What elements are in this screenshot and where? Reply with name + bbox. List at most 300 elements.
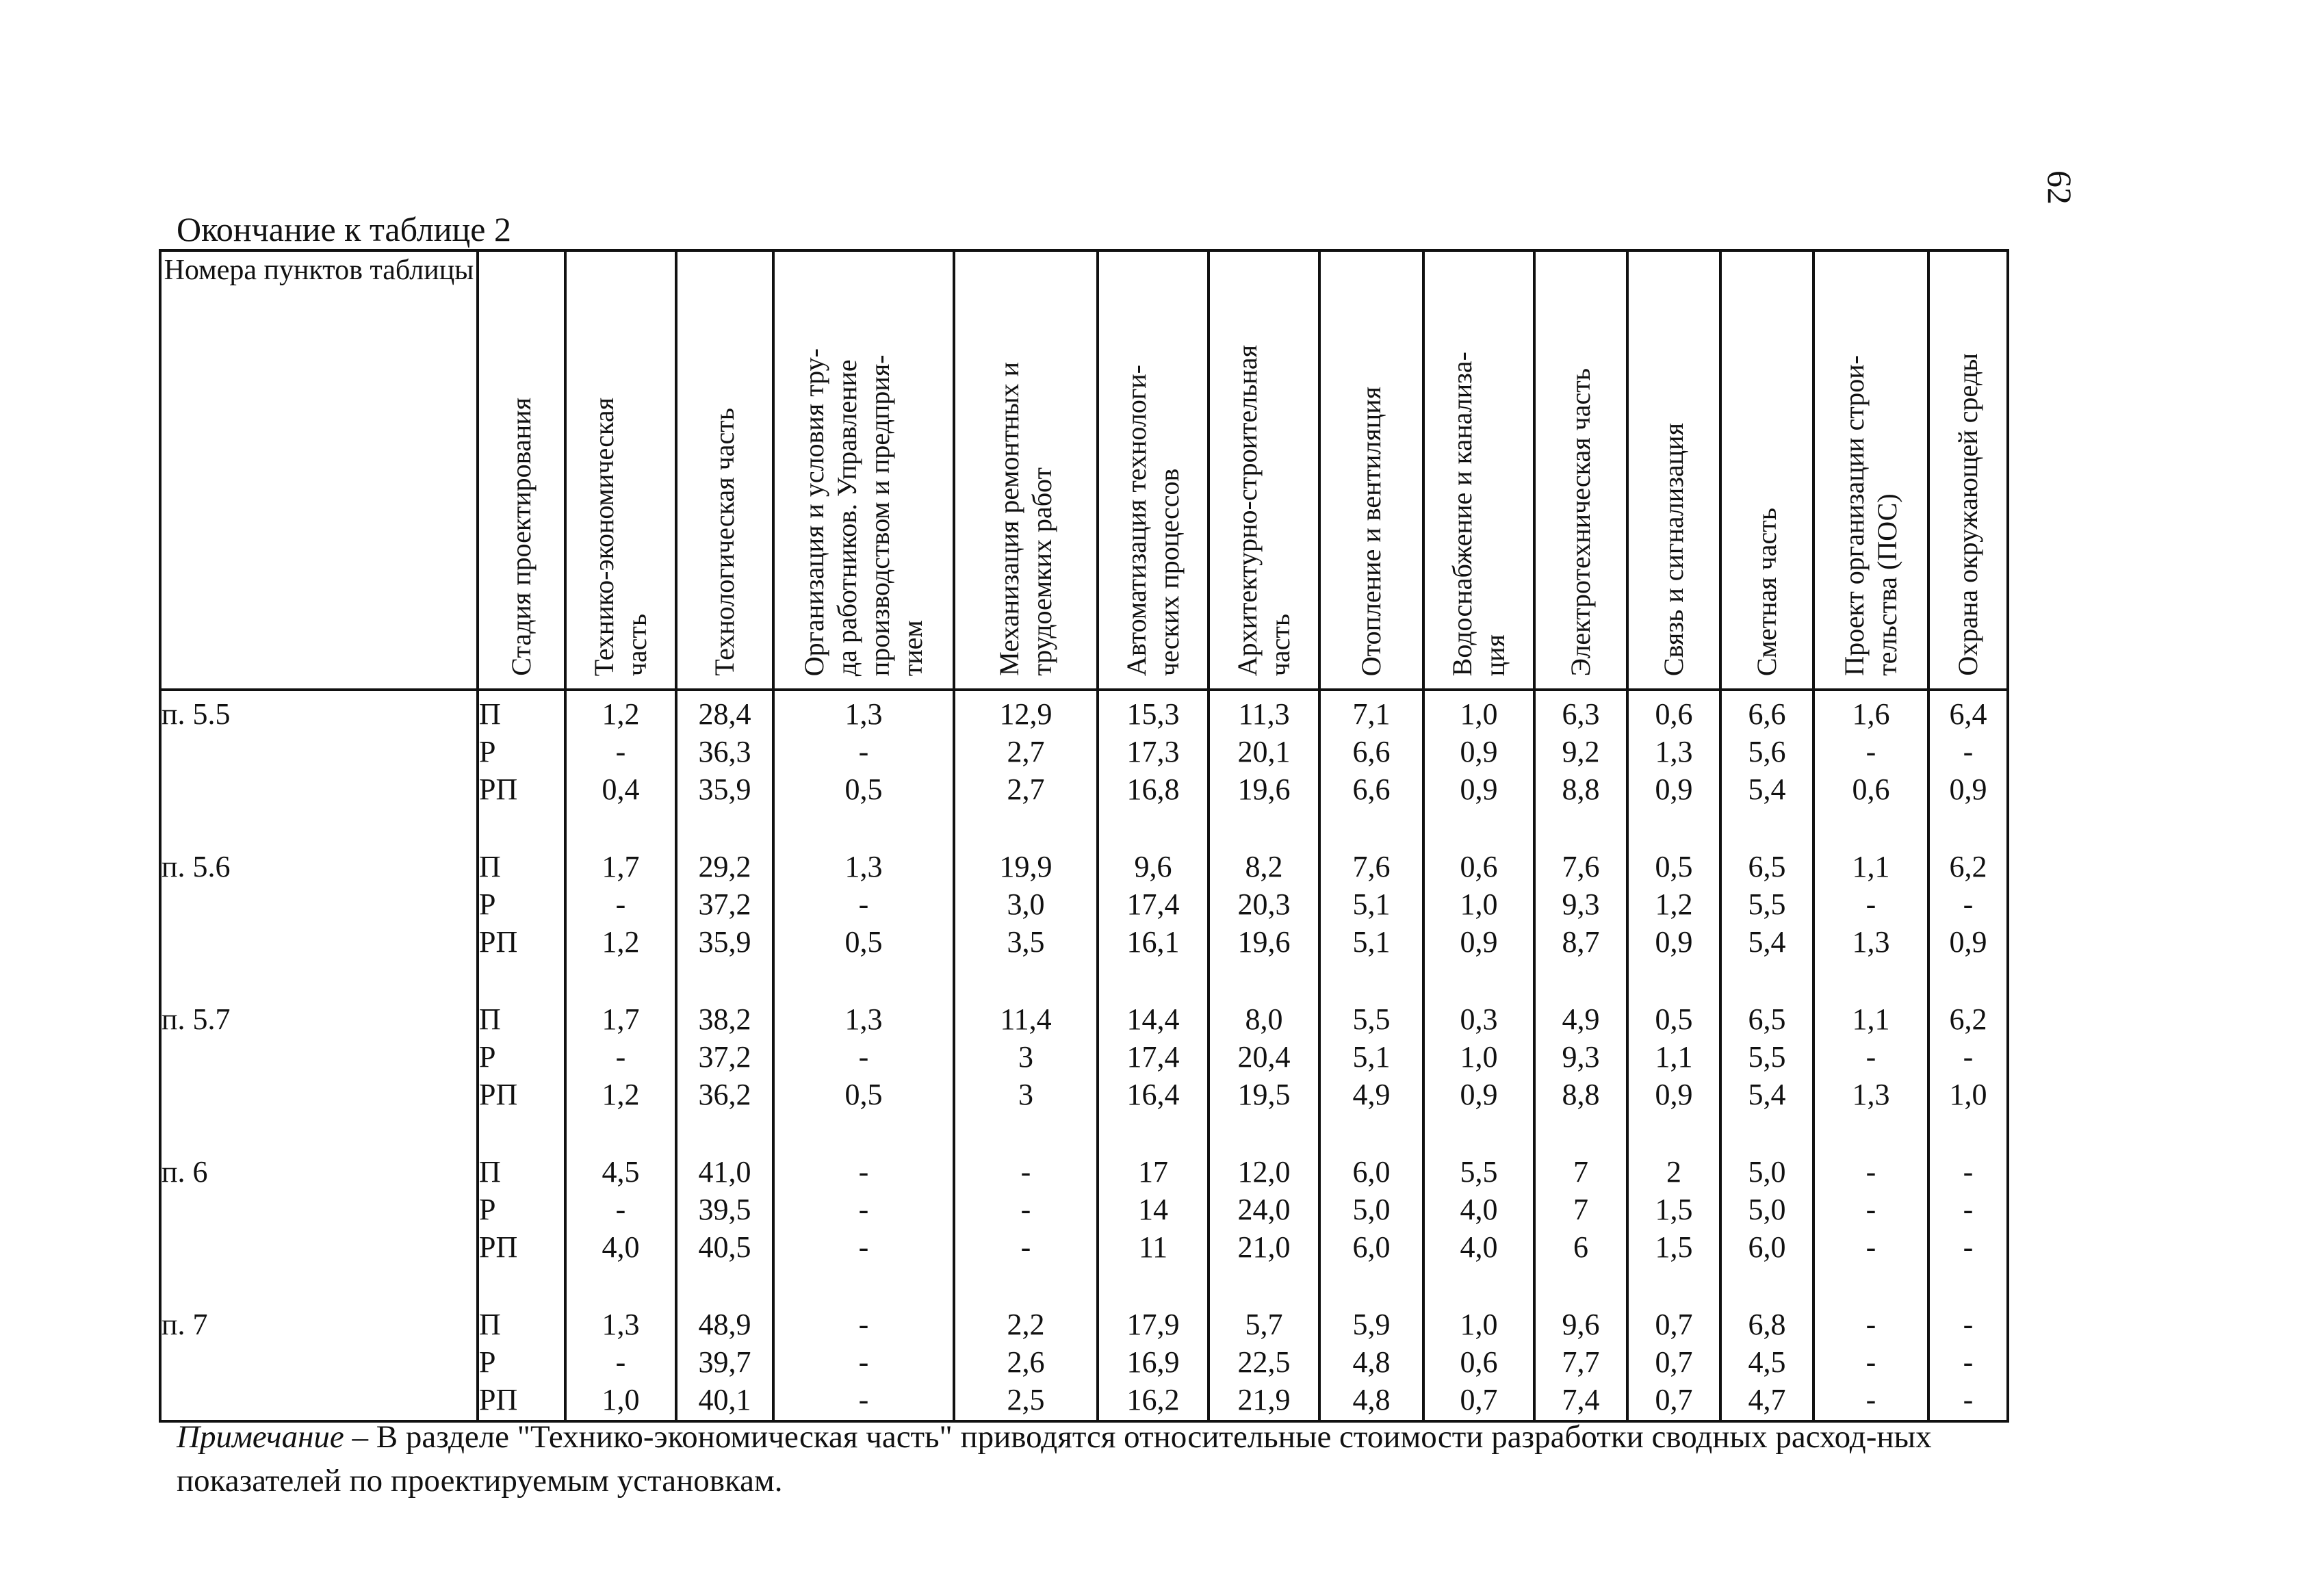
row-label-text: п. 6 (162, 1155, 208, 1189)
cell-value: 2,6 (1007, 1345, 1045, 1379)
cell-value: - (1020, 1193, 1031, 1226)
cell-value: 6,2 (1949, 1002, 1987, 1036)
cell-value: 3,5 (1007, 925, 1045, 959)
value-cell (1627, 690, 1720, 844)
cell-value: 3,0 (1007, 888, 1045, 921)
stage-value: П (479, 1155, 501, 1189)
cell-value: 9,6 (1134, 850, 1172, 883)
cell-value: 7,6 (1352, 850, 1391, 883)
cell-value: - (1963, 1040, 1974, 1074)
cell-value: 22,5 (1237, 1345, 1291, 1379)
cell-value: - (1865, 1345, 1876, 1379)
cell-value: 6,0 (1352, 1230, 1391, 1264)
stage-value: Р (479, 1193, 496, 1226)
cell-value: 39,7 (698, 1345, 751, 1379)
cell-value: 1,0 (1949, 1078, 1987, 1111)
value-cell (1720, 1301, 1813, 1421)
cell-value: 7 (1573, 1155, 1588, 1189)
value-cell (1319, 1149, 1423, 1301)
cell-value: 9,3 (1562, 1040, 1600, 1074)
cell-value: 17 (1138, 1155, 1168, 1189)
row-label-text: п. 7 (162, 1308, 208, 1341)
value-cell (565, 1149, 676, 1301)
cell-value: 1,0 (1460, 1040, 1498, 1074)
cell-value: - (1865, 735, 1876, 768)
value-cell (1423, 1149, 1534, 1301)
column-header-label: Автоматизация технологи- ческих процессов (1121, 364, 1185, 676)
cell-value: 2,2 (1007, 1308, 1045, 1341)
value-cell (1928, 1149, 2008, 1301)
column-header (1720, 250, 1813, 690)
column-header-label: Технологическая часть (709, 408, 740, 676)
value-cell (773, 1149, 954, 1301)
cell-value: 0,7 (1655, 1308, 1693, 1341)
value-cell (1627, 844, 1720, 996)
cell-value: 1,2 (1655, 888, 1693, 921)
column-header-label: Сметная часть (1751, 507, 1782, 676)
cell-value: 5,7 (1245, 1308, 1283, 1341)
cell-value: 5,5 (1748, 1040, 1786, 1074)
cell-value: - (1963, 1383, 1974, 1416)
cell-value: 1,2 (602, 925, 640, 959)
cell-value: 5,0 (1748, 1155, 1786, 1189)
cell-value: 0,6 (1852, 773, 1890, 806)
column-header (1627, 250, 1720, 690)
cell-value: 0,9 (1655, 1078, 1693, 1111)
value-cell (1928, 844, 2008, 996)
cell-value: - (858, 735, 869, 768)
stage-cell (478, 1301, 565, 1421)
cell-value: 4,0 (1460, 1230, 1498, 1264)
cell-value: 0,5 (1655, 850, 1693, 883)
cell-value: - (1865, 1193, 1876, 1226)
cell-value: 15,3 (1126, 697, 1180, 731)
cell-value: 9,3 (1562, 888, 1600, 921)
cell-value: - (615, 1193, 626, 1226)
stage-value: П (479, 1308, 501, 1341)
cell-value: 0,7 (1655, 1345, 1693, 1379)
row-label (160, 844, 478, 996)
cell-value: 1,1 (1852, 1002, 1890, 1036)
column-header (676, 250, 773, 690)
cell-value: - (858, 1155, 869, 1189)
cell-value: 0,5 (844, 925, 883, 959)
cell-value: 16,4 (1126, 1078, 1180, 1111)
cost-distribution-table (159, 249, 2009, 1423)
value-cell (1209, 844, 1319, 996)
stage-cell (478, 844, 565, 996)
cell-value: 1,3 (602, 1308, 640, 1341)
stage-cell (478, 996, 565, 1149)
cell-value: - (615, 1345, 626, 1379)
column-header (1423, 250, 1534, 690)
cell-value: 6,3 (1562, 697, 1600, 731)
column-header (1319, 250, 1423, 690)
value-cell (954, 1149, 1098, 1301)
cell-value: 0,5 (844, 773, 883, 806)
cell-value: 4,5 (1748, 1345, 1786, 1379)
value-cell (773, 844, 954, 996)
cell-value: 4,0 (1460, 1193, 1498, 1226)
cell-value: 12,0 (1237, 1155, 1291, 1189)
stage-value: РП (479, 1230, 518, 1264)
value-cell (773, 1301, 954, 1421)
cell-value: 6,4 (1949, 697, 1987, 731)
cell-value: 5,5 (1748, 888, 1786, 921)
cell-value: 37,2 (698, 888, 751, 921)
cell-value: - (1963, 1155, 1974, 1189)
cell-value: 6,2 (1949, 850, 1987, 883)
cell-value: 16,2 (1126, 1383, 1180, 1416)
value-cell (1209, 1149, 1319, 1301)
value-cell (676, 844, 773, 996)
cell-value: 20,1 (1237, 735, 1291, 768)
cell-value: 19,6 (1237, 773, 1291, 806)
cell-value: 6,6 (1352, 735, 1391, 768)
cell-value: 7,4 (1562, 1383, 1600, 1416)
value-cell (1813, 1301, 1928, 1421)
cell-value: - (1963, 1308, 1974, 1341)
cell-value: 1,0 (1460, 1308, 1498, 1341)
column-header-label: Связь и сигнализация (1658, 422, 1689, 676)
cell-value: 5,0 (1748, 1193, 1786, 1226)
stage-value: Р (479, 888, 496, 921)
cell-value: - (1963, 888, 1974, 921)
column-header-label: Проект организации строи- тельства (ПОС) (1839, 355, 1902, 676)
cell-value: 5,6 (1748, 735, 1786, 768)
cell-value: 5,4 (1748, 773, 1786, 806)
header-row (160, 250, 2008, 690)
cell-value: 0,9 (1949, 773, 1987, 806)
cell-value: 0,7 (1655, 1383, 1693, 1416)
cell-value: - (858, 1345, 869, 1379)
cell-value: 35,9 (698, 925, 751, 959)
table-caption: Окончание к таблице 2 (177, 210, 511, 248)
value-cell (1098, 690, 1209, 844)
cell-value: 8,0 (1245, 1002, 1283, 1036)
column-header-label: Охрана окружающей среды (1952, 353, 1983, 676)
cell-value: 3 (1018, 1040, 1033, 1074)
value-cell (1534, 690, 1627, 844)
row-label (160, 690, 478, 844)
value-cell (1720, 1149, 1813, 1301)
cell-value: 1,5 (1655, 1230, 1693, 1264)
cell-value: 17,4 (1126, 888, 1180, 921)
cell-value: 1,3 (844, 697, 883, 731)
cell-value: 11,4 (1000, 1002, 1052, 1036)
column-header-label: Водоснабжение и канализа- ция (1447, 351, 1510, 676)
cell-value: 4,8 (1352, 1345, 1391, 1379)
cell-value: 4,5 (602, 1155, 640, 1189)
table-row (160, 1301, 2008, 1421)
table-row (160, 690, 2008, 844)
cell-value: 1,0 (1460, 697, 1498, 731)
cell-value: 14,4 (1126, 1002, 1180, 1036)
value-cell (1209, 996, 1319, 1149)
cell-value: 6,6 (1748, 697, 1786, 731)
cell-value: 6,5 (1748, 1002, 1786, 1036)
cell-value: 4,9 (1562, 1002, 1600, 1036)
value-cell (1209, 1301, 1319, 1421)
cell-value: 5,1 (1352, 1040, 1391, 1074)
cell-value: - (1020, 1155, 1031, 1189)
row-label (160, 996, 478, 1149)
cell-value: 28,4 (698, 697, 751, 731)
cell-value: 19,9 (999, 850, 1053, 883)
table-body (160, 690, 2008, 1421)
cell-value: - (1865, 888, 1876, 921)
cell-value: - (615, 888, 626, 921)
cell-value: 1,0 (1460, 888, 1498, 921)
cell-value: 9,2 (1562, 735, 1600, 768)
value-cell (1423, 1301, 1534, 1421)
cell-value: 6,8 (1748, 1308, 1786, 1341)
cell-value: 6,0 (1352, 1155, 1391, 1189)
value-cell (1627, 1149, 1720, 1301)
stage-value: РП (479, 773, 518, 806)
column-header (1098, 250, 1209, 690)
cell-value: 0,6 (1460, 850, 1498, 883)
value-cell (954, 996, 1098, 1149)
value-cell (1319, 844, 1423, 996)
cell-value: 4,9 (1352, 1078, 1391, 1111)
cell-value: 5,5 (1352, 1002, 1391, 1036)
cell-value: - (1865, 1155, 1876, 1189)
row-label-text: п. 5.7 (162, 1002, 231, 1036)
value-cell (1209, 690, 1319, 844)
cell-value: 17,9 (1126, 1308, 1180, 1341)
cell-value: - (858, 1040, 869, 1074)
cell-value: 12,9 (999, 697, 1053, 731)
cell-value: 21,9 (1237, 1383, 1291, 1416)
cell-value: - (1865, 1040, 1876, 1074)
cell-value: 6,6 (1352, 773, 1391, 806)
table-row (160, 1149, 2008, 1301)
cell-value: 1,3 (1852, 1078, 1890, 1111)
stage-value: П (479, 697, 501, 731)
value-cell (954, 690, 1098, 844)
cell-value: 4,0 (602, 1230, 640, 1264)
cell-value: 16,9 (1126, 1345, 1180, 1379)
cell-value: 40,5 (698, 1230, 751, 1264)
value-cell (676, 690, 773, 844)
table-note (177, 1415, 1997, 1503)
cell-value: 48,9 (698, 1308, 751, 1341)
stage-value: РП (479, 1078, 518, 1111)
cell-value: 17,4 (1126, 1040, 1180, 1074)
cell-value: - (1963, 1345, 1974, 1379)
cell-value: - (1865, 1308, 1876, 1341)
cell-value: 6,5 (1748, 850, 1786, 883)
cell-value: 5,4 (1748, 1078, 1786, 1111)
cell-value: 1,0 (602, 1383, 640, 1416)
cell-value: 36,3 (698, 735, 751, 768)
value-cell (1534, 844, 1627, 996)
value-cell (1098, 1301, 1209, 1421)
page-number: 62 (2041, 170, 2079, 205)
stage-value: П (479, 850, 501, 883)
cell-value: 16,1 (1126, 925, 1180, 959)
value-cell (773, 996, 954, 1149)
cell-value: 35,9 (698, 773, 751, 806)
cell-value: 0,9 (1460, 925, 1498, 959)
column-header (954, 250, 1098, 690)
cell-value: 3 (1018, 1078, 1033, 1111)
cell-value: 0,9 (1460, 1078, 1498, 1111)
value-cell (1720, 690, 1813, 844)
cell-value: 0,3 (1460, 1002, 1498, 1036)
cell-value: 0,9 (1949, 925, 1987, 959)
value-cell (1098, 996, 1209, 1149)
cell-value: 7 (1573, 1193, 1588, 1226)
column-header (478, 250, 565, 690)
cell-value: 14 (1138, 1193, 1168, 1226)
cell-value: 5,9 (1352, 1308, 1391, 1341)
cell-value: 1,3 (844, 1002, 883, 1036)
cell-value: 1,7 (602, 1002, 640, 1036)
cell-value: 2,5 (1007, 1383, 1045, 1416)
value-cell (1928, 1301, 2008, 1421)
row-label (160, 1149, 478, 1301)
value-cell (1423, 690, 1534, 844)
cell-value: - (858, 1230, 869, 1264)
row-header-title: Номера пунктов таблицы (160, 250, 478, 690)
cell-value: 0,9 (1655, 773, 1693, 806)
cell-value: - (615, 1040, 626, 1074)
cell-value: 1,5 (1655, 1193, 1693, 1226)
cell-value: - (858, 1308, 869, 1341)
table-row (160, 996, 2008, 1149)
cell-value: 5,1 (1352, 925, 1391, 959)
cell-value: - (1020, 1230, 1031, 1264)
cell-value: 21,0 (1237, 1230, 1291, 1264)
cell-value: 2,7 (1007, 773, 1045, 806)
value-cell (773, 690, 954, 844)
value-cell (1319, 996, 1423, 1149)
stage-cell (478, 1149, 565, 1301)
stage-value: Р (479, 1040, 496, 1074)
row-label (160, 1301, 478, 1421)
value-cell (565, 996, 676, 1149)
value-cell (676, 1149, 773, 1301)
column-header-label: Архитектурно-строительная часть (1232, 344, 1295, 676)
cell-value: - (858, 1193, 869, 1226)
cell-value: 8,8 (1562, 773, 1600, 806)
cell-value: 9,6 (1562, 1308, 1600, 1341)
cell-value: 19,6 (1237, 925, 1291, 959)
value-cell (954, 844, 1098, 996)
cell-value: 20,4 (1237, 1040, 1291, 1074)
cell-value: 39,5 (698, 1193, 751, 1226)
cell-value: 5,1 (1352, 888, 1391, 921)
cell-value: - (1963, 1193, 1974, 1226)
stage-value: П (479, 1002, 501, 1036)
cell-value: - (615, 735, 626, 768)
value-cell (1423, 844, 1534, 996)
cell-value: 0,7 (1460, 1383, 1498, 1416)
value-cell (565, 1301, 676, 1421)
cell-value: 0,4 (602, 773, 640, 806)
column-header (773, 250, 954, 690)
cell-value: - (1963, 1230, 1974, 1264)
value-cell (1720, 844, 1813, 996)
cell-value: - (1963, 735, 1974, 768)
stage-value: Р (479, 1345, 496, 1379)
stage-value: РП (479, 925, 518, 959)
column-header-label: Отопление и вентиляция (1356, 386, 1386, 676)
value-cell (1319, 1301, 1423, 1421)
column-header (1209, 250, 1319, 690)
table-row (160, 844, 2008, 996)
stage-value: Р (479, 735, 496, 768)
cell-value: 0,9 (1460, 773, 1498, 806)
cell-value: 5,4 (1748, 925, 1786, 959)
value-cell (1534, 1301, 1627, 1421)
cell-value: 1,1 (1655, 1040, 1693, 1074)
cell-value: 1,2 (602, 1078, 640, 1111)
value-cell (1319, 690, 1423, 844)
value-cell (1813, 1149, 1928, 1301)
cell-value: 1,3 (1655, 735, 1693, 768)
value-cell (1928, 690, 2008, 844)
cell-value: 1,7 (602, 850, 640, 883)
cell-value: 29,2 (698, 850, 751, 883)
cell-value: - (858, 888, 869, 921)
cell-value: 8,8 (1562, 1078, 1600, 1111)
cell-value: 37,2 (698, 1040, 751, 1074)
cell-value: 0,9 (1655, 925, 1693, 959)
value-cell (1813, 690, 1928, 844)
stage-value: РП (479, 1383, 518, 1416)
column-header-label: Механизация ремонтных и трудоемких работ (994, 362, 1057, 676)
cell-value: 11 (1138, 1230, 1168, 1264)
cell-value: 1,2 (602, 697, 640, 731)
cell-value: 41,0 (698, 1155, 751, 1189)
cell-value: 0,5 (1655, 1002, 1693, 1036)
cell-value: 1,1 (1852, 850, 1890, 883)
cell-value: 11,3 (1238, 697, 1290, 731)
column-header-label: Стадия проектирования (506, 398, 537, 676)
value-cell (1627, 996, 1720, 1149)
row-label-text: п. 5.5 (162, 697, 231, 731)
stage-cell (478, 690, 565, 844)
cell-value: - (1865, 1383, 1876, 1416)
value-cell (565, 690, 676, 844)
cell-value: 6 (1573, 1230, 1588, 1264)
column-header-label: Технико-экономическая часть (589, 397, 652, 676)
cell-value: - (858, 1383, 869, 1416)
cell-value: 4,8 (1352, 1383, 1391, 1416)
column-header-label: Электротехническая часть (1565, 367, 1596, 676)
cell-value: 19,5 (1237, 1078, 1291, 1111)
value-cell (1627, 1301, 1720, 1421)
cell-value: 40,1 (698, 1383, 751, 1416)
cell-value: 17,3 (1126, 735, 1180, 768)
column-header (1534, 250, 1627, 690)
cell-value: 0,5 (844, 1078, 883, 1111)
row-label-text: п. 5.6 (162, 850, 231, 883)
value-cell (1098, 1149, 1209, 1301)
cell-value: 8,7 (1562, 925, 1600, 959)
cell-value: 7,7 (1562, 1345, 1600, 1379)
cell-value: 1,3 (844, 850, 883, 883)
cell-value: 24,0 (1237, 1193, 1291, 1226)
cell-value: 5,0 (1352, 1193, 1391, 1226)
column-header (565, 250, 676, 690)
value-cell (676, 996, 773, 1149)
note-text: – В разделе "Технико-экономическая часть" приводятся относительные стоимости разработки сводных расход-ных показателей по проектируемым установкам. (177, 1419, 1932, 1499)
column-header (1813, 250, 1928, 690)
